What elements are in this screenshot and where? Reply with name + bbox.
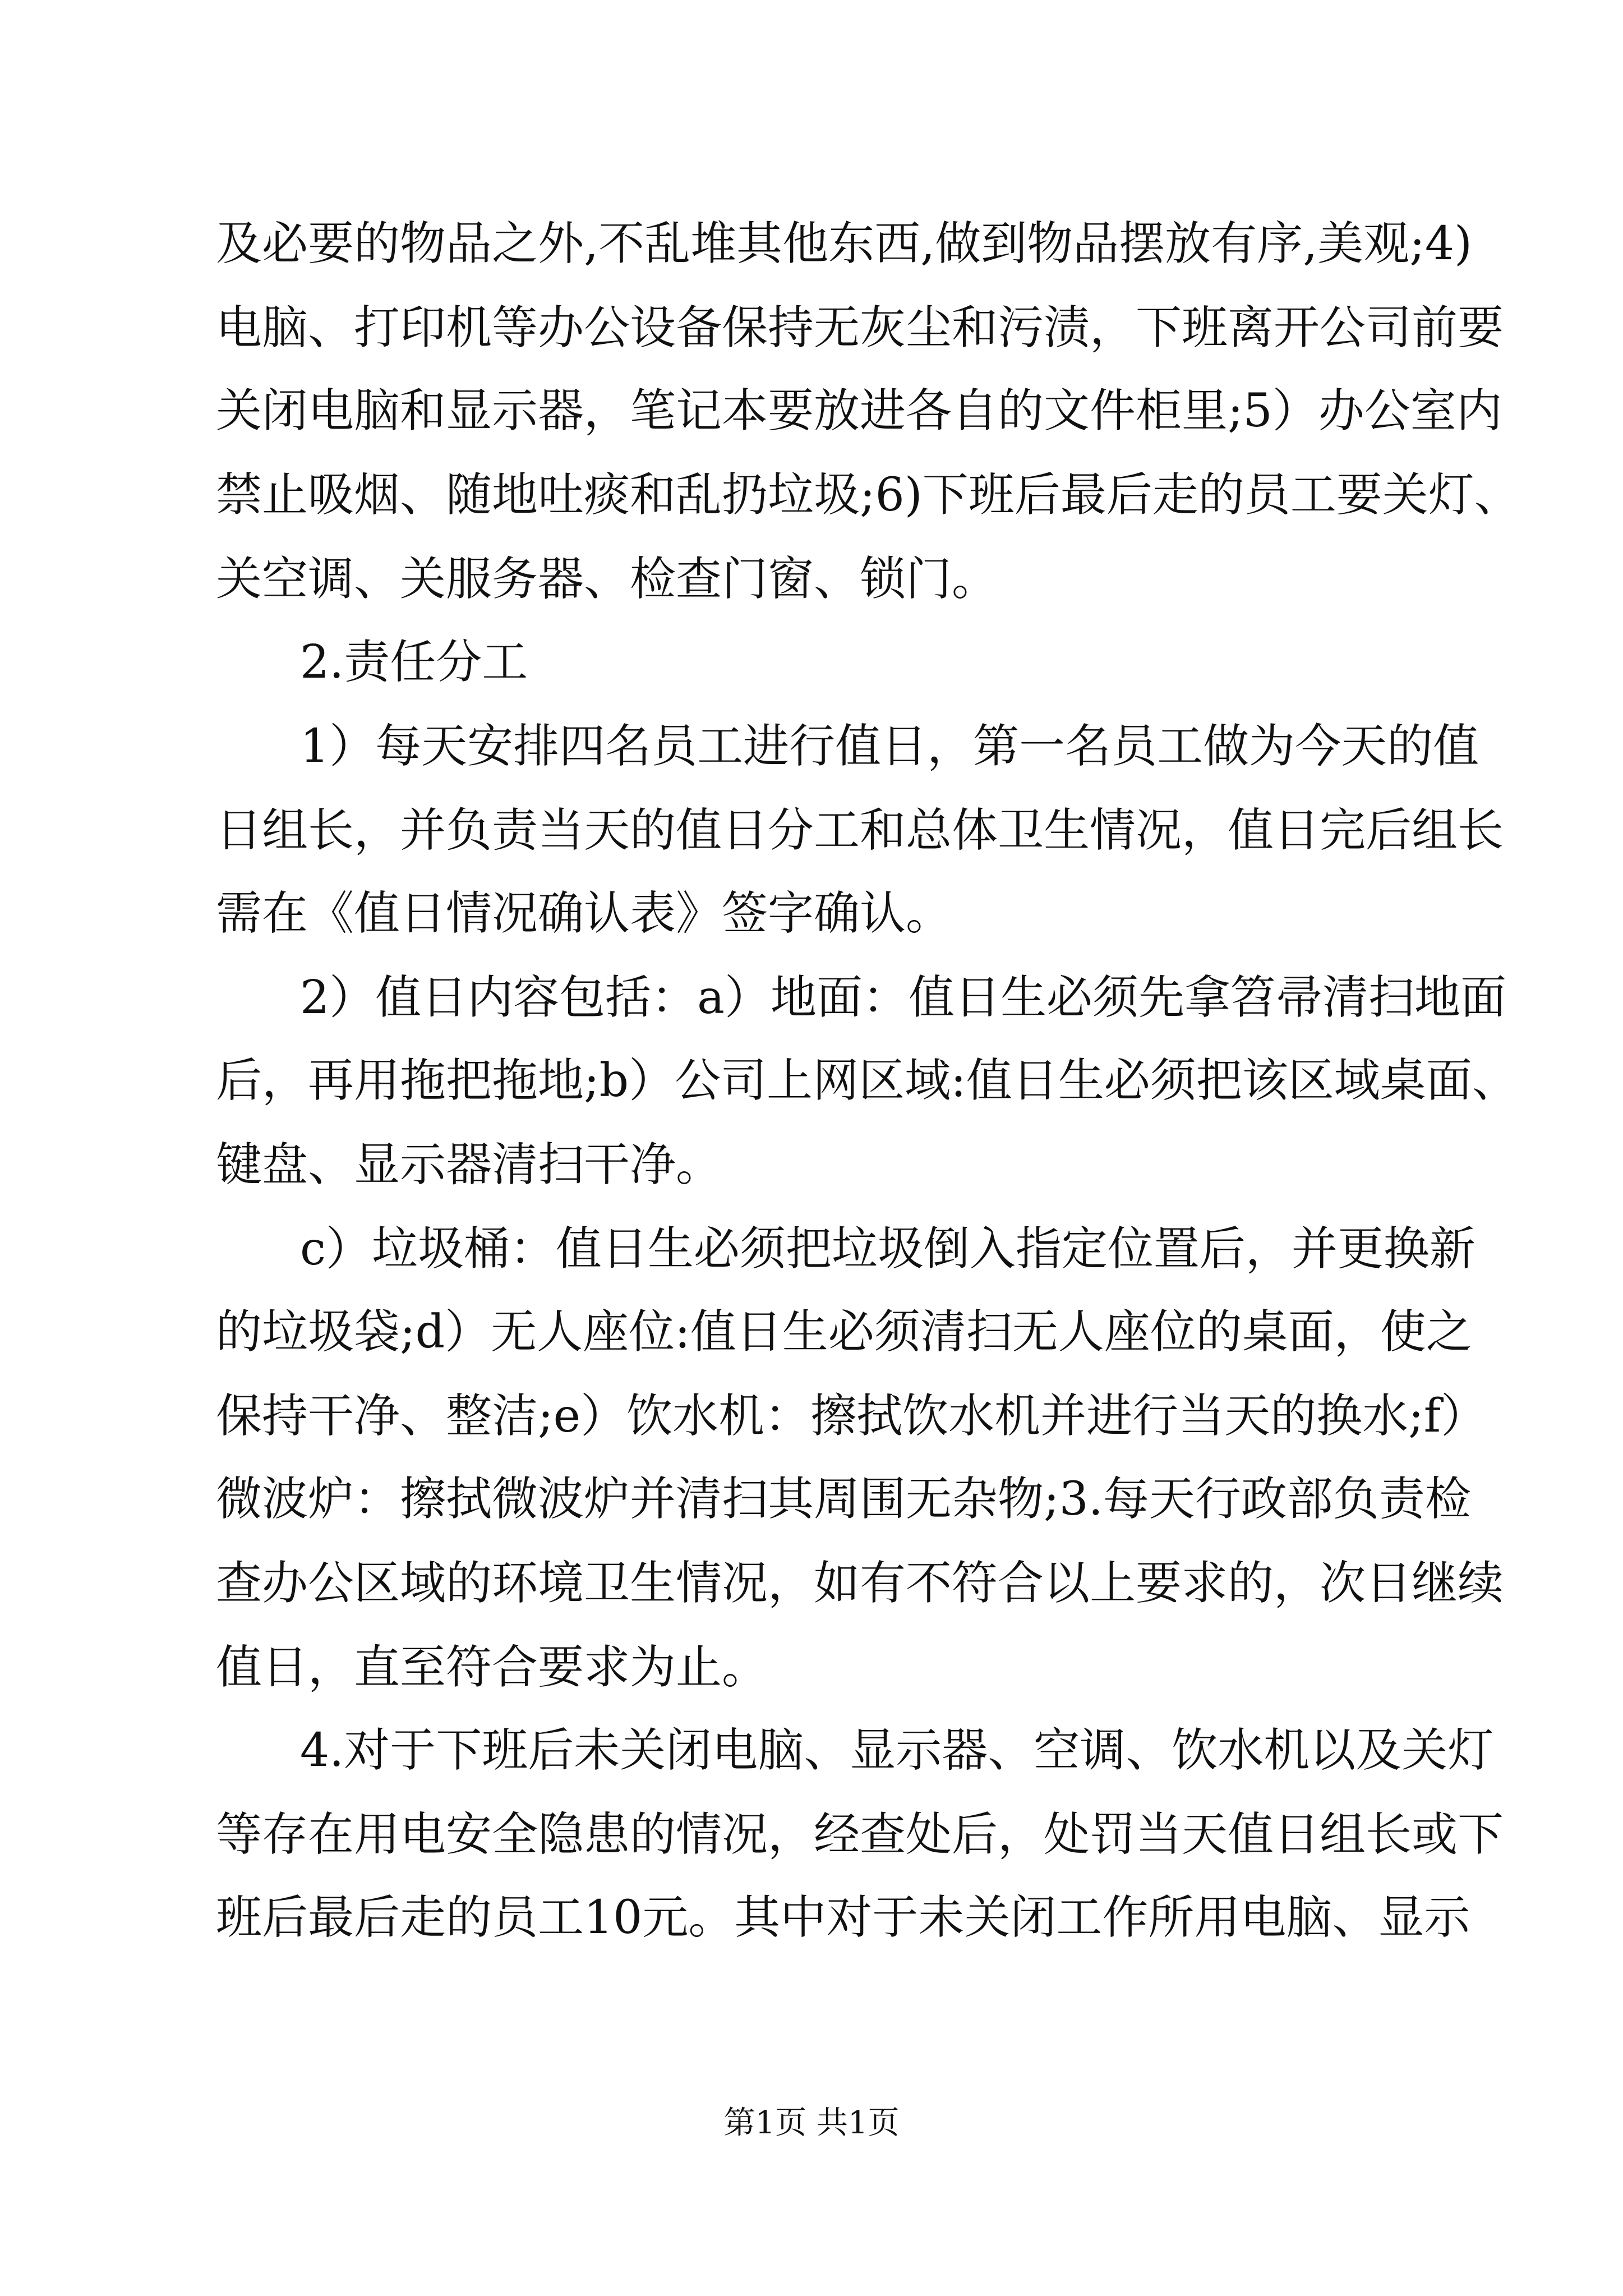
page-footer: 第1页 共1页: [723, 2105, 900, 2141]
text-line-13: c）垃圾桶：值日生必须把垃圾倒入指定位置后，并更换新: [300, 1222, 1476, 1276]
text-line-14: 的垃圾袋;d）无人座位:值日生必须清扫无人座位的桌面，使之: [216, 1305, 1472, 1359]
text-line-8: 日组长，并负责当天的值日分工和总体卫生情况，值日完后组长: [216, 804, 1504, 857]
text-line-21: 班后最后走的员工10元。其中对于未关闭工作所用电脑、显示: [216, 1891, 1470, 1944]
text-line-20: 等存在用电安全隐患的情况，经查处后，处罚当天值日组长或下: [216, 1808, 1504, 1861]
text-line-15: 保持干净、整洁;e）饮水机：擦拭饮水机并进行当天的换水;f）: [216, 1389, 1487, 1443]
text-line-19: 4.对于下班后未关闭电脑、显示器、空调、饮水机以及关灯: [300, 1724, 1494, 1777]
text-line-7: 1）每天安排四名员工进行值日，第一名员工做为今天的值: [300, 720, 1479, 773]
text-line-5: 关空调、关服务器、检查门窗、锁门。: [216, 553, 998, 606]
text-line-16: 微波炉：擦拭微波炉并清扫其周围无杂物;3.每天行政部负责检: [216, 1473, 1471, 1526]
text-line-9: 需在《值日情况确认表》签字确认。: [216, 887, 952, 940]
text-line-2: 电脑、打印机等办公设备保持无灰尘和污渍，下班离开公司前要: [216, 301, 1504, 355]
text-line-18: 值日，直至符合要求为止。: [216, 1641, 768, 1694]
text-line-17: 查办公区域的环境卫生情况，如有不符合以上要求的，次日继续: [216, 1557, 1504, 1610]
text-line-10: 2）值日内容包括：a）地面：值日生必须先拿笤帚清扫地面: [300, 971, 1507, 1024]
section-heading: 2.责任分工: [300, 636, 528, 689]
text-line-3: 关闭电脑和显示器，笔记本要放进各自的文件柜里;5）办公室内: [216, 384, 1502, 438]
text-line-4: 禁止吸烟、随地吐痰和乱扔垃圾;6)下班后最后走的员工要关灯、: [216, 468, 1520, 522]
text-line-1: 及必要的物品之外,不乱堆其他东西,做到物品摆放有序,美观;4): [216, 217, 1472, 270]
text-line-11: 后，再用拖把拖地;b）公司上网区域:值日生必须把该区域桌面、: [216, 1054, 1518, 1107]
text-line-12: 键盘、显示器清扫干净。: [216, 1138, 722, 1191]
